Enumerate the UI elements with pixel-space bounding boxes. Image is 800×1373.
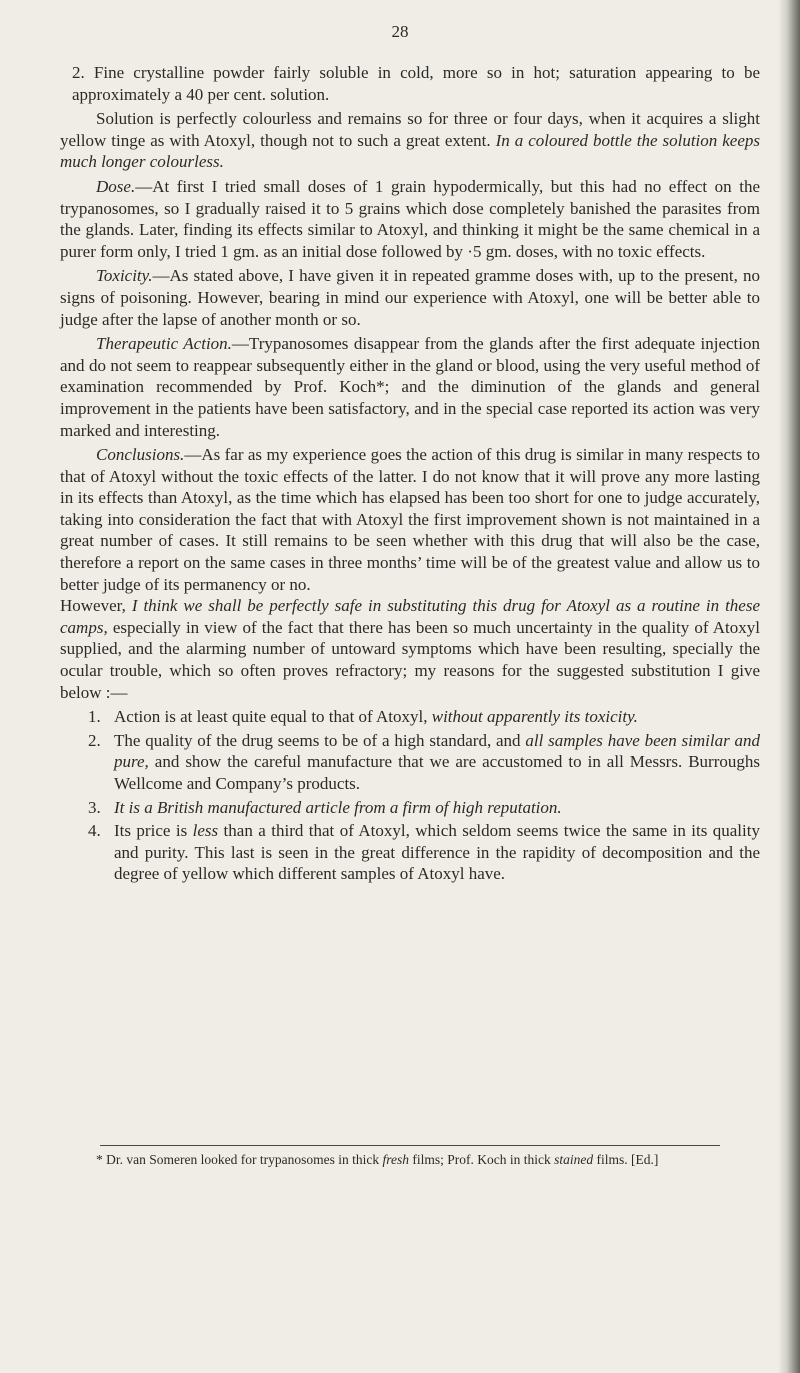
body-text bbox=[60, 62, 760, 887]
page-edge-shadow bbox=[778, 0, 800, 1373]
conclusions-heading: Conclusions. bbox=[96, 445, 185, 465]
dose-heading: Dose. bbox=[96, 176, 136, 196]
footnote-divider bbox=[100, 1145, 720, 1146]
list-item: 4. Its price is less than a third that of Atoxyl, which seldom seems twice the same in its quality and purity. This last is seen in the great difference in the rapidity of decomposition and the degree of yellow which different samples of Atoxyl have. bbox=[88, 821, 760, 884]
list-item: 1. Action is at least quite equal to that of Atoxyl, without apparently its toxicity. bbox=[88, 707, 638, 727]
list-item: 2. The quality of the drug seems to be of a high standard, and all samples have been similar and pure, and show the careful manufacture that we are accustomed to in all Messrs. Burroughs Wellcome and Company’s products. bbox=[88, 730, 760, 793]
reasons-list bbox=[88, 706, 760, 885]
therapeutic-heading: Therapeutic Action. bbox=[96, 334, 232, 354]
paragraph-solubility: 2. Fine crystalline powder fairly soluble in cold, more so in hot; saturation appearing to be approximately a 40 per cent. solution. bbox=[72, 63, 760, 104]
paragraph-toxicity: Toxicity.—As stated above, I have given it in repeated gramme doses with, up to the present, no signs of poisoning. However, bearing in mind our experience with Atoxyl, one will be better able to judge after the lapse of another month or so. bbox=[60, 266, 760, 329]
list-item: 3. It is a British manufactured article from a firm of high reputation. bbox=[88, 797, 562, 817]
paragraph-dose: Dose.—At first I tried small doses of 1 grain hypodermically, but this had no effect on the trypanosomes, so I gradually raised it to 5 grains which dose completely banished the parasites from the glands. Later, finding its effects similar to Atoxyl, and thinking it might be the same chemical in a purer form only, I tried 1 gm. as an initial dose followed by ·5 gm. doses, with no toxic effects. bbox=[60, 176, 760, 261]
paragraph-conclusions: Conclusions.—As far as my experience goes the action of this drug is similar in many respects to that of Atoxyl without the toxic effects of the latter. I do not know that it will prove any more lasting in its effects than Atoxyl, as the time which has elapsed has been too short for one to judge accurately, taking into consideration the fact that with Atoxyl the first improvement shown is not maintained in a great number of cases. It still remains to be seen whether with this drug that will also be the case, therefore a report on the same cases in three months’ time will be of the greatest value and allow us to better judge of its permanency or no. bbox=[60, 445, 760, 594]
paragraph-recommendation: However, I think we shall be perfectly safe in substituting this drug for Atoxyl as a routine in these camps, especially in view of the fact that there has been so much uncertainty in the quality of Atoxyl supplied, and the alarming number of untoward symptoms which have been resulting, specially the ocular trouble, which so often proves refractory; my reasons for the suggested substitution I give below :— bbox=[60, 596, 761, 702]
toxicity-heading: Toxicity. bbox=[96, 266, 153, 286]
footnote: * Dr. van Someren looked for trypanosomes in thick fresh films; Prof. Koch in thick stained films. [Ed.] bbox=[96, 1152, 659, 1167]
page-number: 28 bbox=[391, 22, 409, 41]
paragraph-therapeutic-action: Therapeutic Action.—Trypanosomes disappear from the glands after the first adequate injection and do not seem to reappear subsequently either in the gland or blood, using the very useful method of examination recommended by Prof. Koch*; and the diminution of the glands and general improvement in the patients have been satisfactory, and in the special case reported its action was very marked and interesting. bbox=[60, 334, 760, 440]
paragraph-colour: Solution is perfectly colourless and remains so for three or four days, when it acquires a slight yellow tinge as with Atoxyl, though not to such a great extent. In a coloured bottle the solution keeps much longer colourless. bbox=[60, 109, 761, 172]
